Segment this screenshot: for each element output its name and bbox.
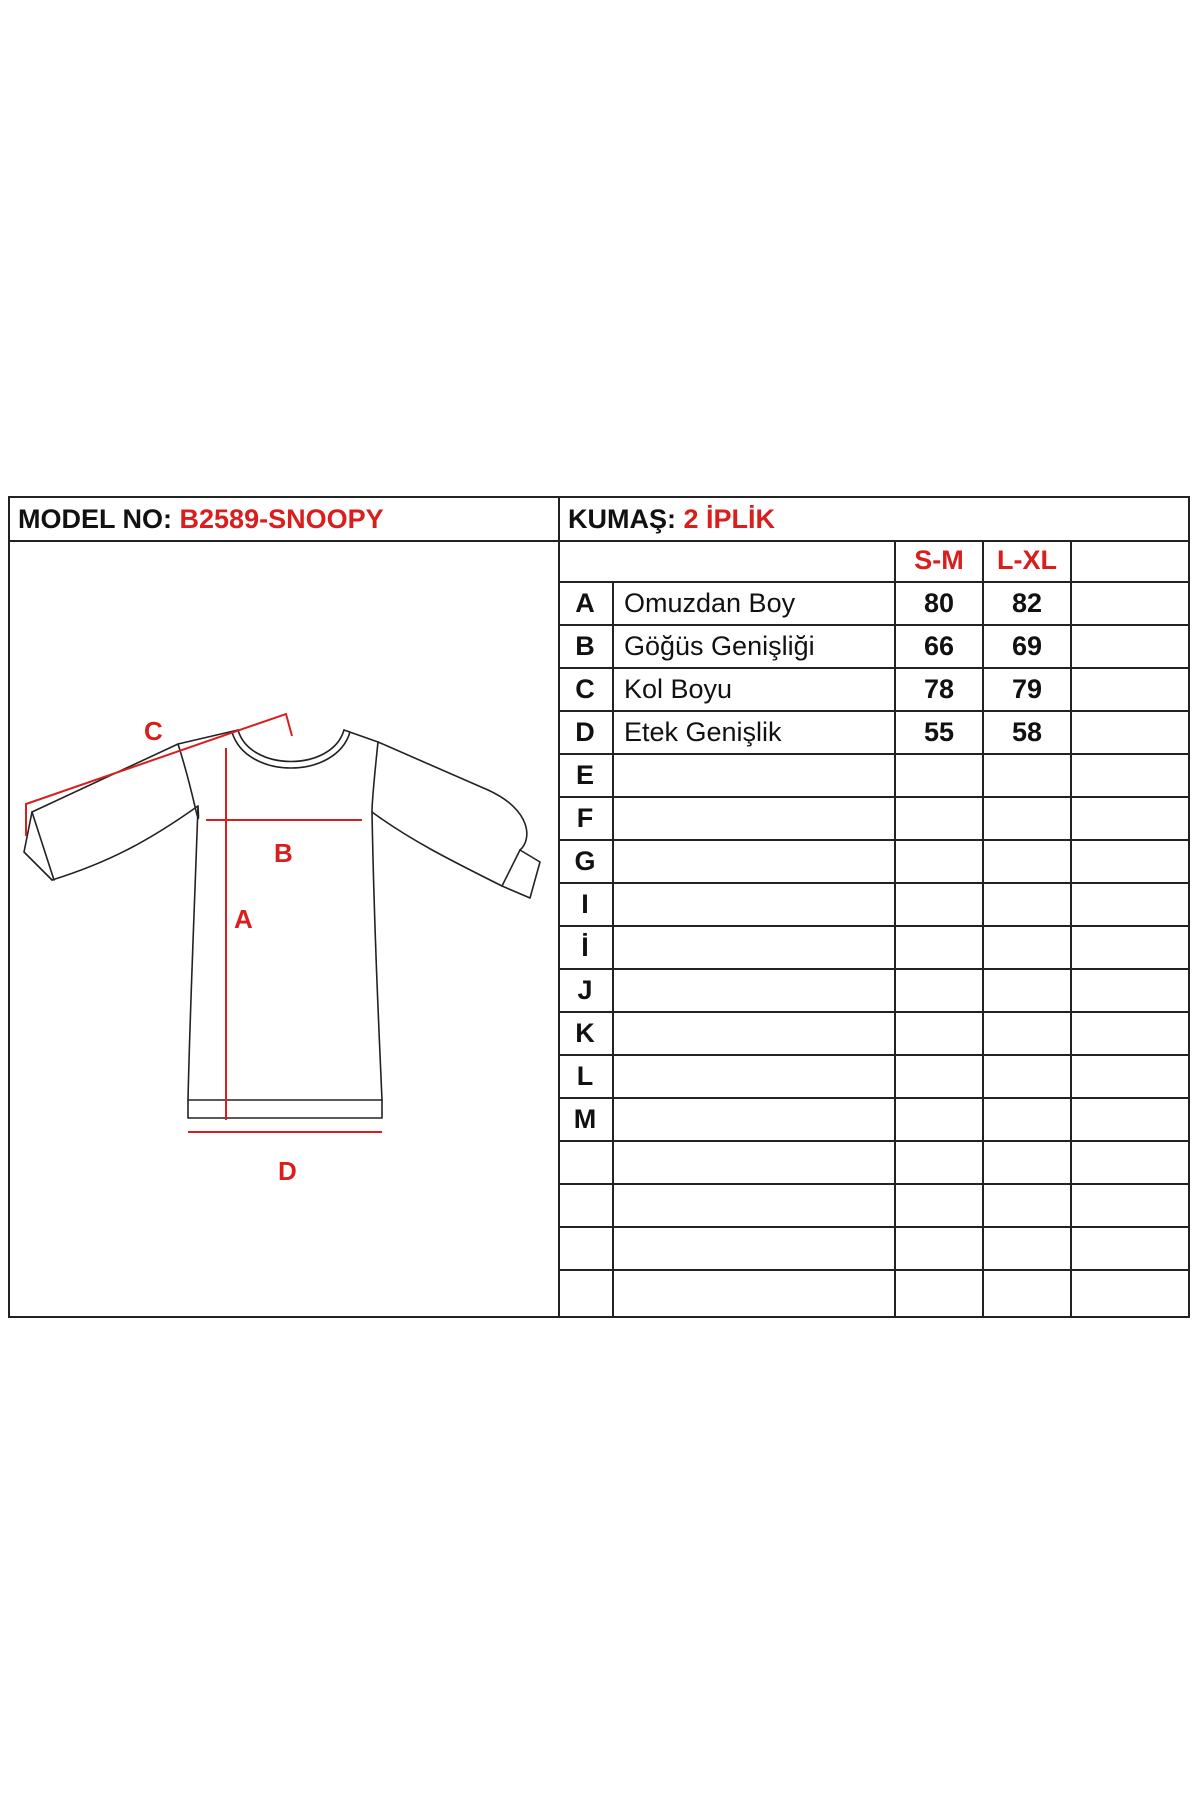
left-cuff	[24, 812, 52, 880]
table-col-divider-3	[982, 540, 984, 1316]
model-label: MODEL NO:	[18, 504, 172, 534]
hem-band	[188, 1100, 382, 1118]
row-label	[614, 1185, 894, 1226]
label-c: C	[144, 716, 163, 746]
table-row	[558, 1142, 1188, 1185]
row-value-sm	[896, 755, 982, 796]
row-value-sm	[896, 1185, 982, 1226]
row-label	[614, 1271, 894, 1312]
table-row	[558, 841, 1188, 884]
table-row	[558, 798, 1188, 841]
row-value-lxl	[984, 1228, 1070, 1269]
row-value-sm	[896, 927, 982, 968]
row-label: Kol Boyu	[624, 674, 733, 704]
row-value-sm	[896, 1013, 982, 1054]
row-value-lxl	[984, 1013, 1070, 1054]
row-value-sm: 55	[923, 717, 955, 747]
right-sleeve-bottom	[372, 812, 502, 886]
row-value-lxl	[984, 755, 1070, 796]
measurement-lines	[26, 714, 382, 1132]
table-col-divider-1	[612, 583, 614, 1316]
row-label	[614, 841, 894, 882]
row-label	[614, 1142, 894, 1183]
row-value-lxl	[984, 1185, 1070, 1226]
row-letter: G	[574, 846, 596, 876]
row-value-sm	[896, 1228, 982, 1269]
row-letter: F	[576, 803, 594, 833]
measurement-table	[558, 540, 1188, 1316]
garment-diagram	[10, 540, 558, 1318]
table-row	[558, 626, 1188, 669]
row-letter: B	[575, 631, 595, 661]
table-row	[558, 712, 1188, 755]
row-letter: L	[576, 1061, 594, 1091]
table-row	[558, 669, 1188, 712]
row-value-lxl	[984, 884, 1070, 925]
table-col-divider-4	[1070, 540, 1072, 1316]
fabric-value: 2 İPLİK	[683, 504, 776, 534]
label-d: D	[278, 1156, 297, 1186]
size-chart-sheet	[8, 496, 1190, 1318]
model-header	[10, 498, 558, 540]
row-label	[614, 927, 894, 968]
row-letter	[558, 1271, 612, 1312]
row-value-sm: 78	[923, 674, 955, 704]
row-letter: K	[575, 1018, 595, 1048]
row-value-sm	[896, 1099, 982, 1140]
row-letter: A	[575, 588, 595, 618]
row-value-sm	[896, 1271, 982, 1312]
row-value-lxl: 69	[1011, 631, 1043, 661]
row-letter: E	[575, 760, 594, 790]
row-label	[614, 970, 894, 1011]
fabric-label: KUMAŞ:	[568, 504, 676, 534]
table-row	[558, 1185, 1188, 1228]
row-value-sm	[896, 970, 982, 1011]
row-value-lxl	[984, 927, 1070, 968]
row-label	[614, 798, 894, 839]
label-b: B	[274, 838, 293, 868]
left-cuff-seam	[32, 812, 54, 880]
table-row	[558, 1271, 1188, 1314]
column-header-lxl: L-XL	[997, 545, 1057, 575]
row-label	[614, 1013, 894, 1054]
row-value-sm: 80	[923, 588, 955, 618]
table-row	[558, 927, 1188, 970]
row-value-lxl	[984, 841, 1070, 882]
row-label	[614, 755, 894, 796]
table-row	[558, 583, 1188, 626]
row-value-lxl	[984, 1099, 1070, 1140]
row-letter	[558, 1142, 612, 1183]
row-value-lxl: 82	[1011, 588, 1043, 618]
row-value-lxl	[984, 1271, 1070, 1312]
table-row	[558, 1056, 1188, 1099]
row-value-lxl: 58	[1011, 717, 1043, 747]
column-header-sm: S-M	[914, 545, 964, 575]
table-header-row	[558, 540, 1188, 583]
left-sleeve-bottom	[52, 806, 198, 880]
row-letter	[558, 1228, 612, 1269]
label-a: A	[234, 904, 253, 934]
row-value-sm	[896, 1142, 982, 1183]
row-letter: J	[577, 975, 593, 1005]
row-letter: M	[573, 1104, 597, 1134]
row-label: Etek Genişlik	[624, 717, 782, 747]
row-letter: D	[575, 717, 595, 747]
row-value-sm	[896, 841, 982, 882]
right-body-side	[372, 742, 382, 1100]
row-value-sm	[896, 1056, 982, 1097]
row-value-lxl	[984, 970, 1070, 1011]
fabric-header	[560, 498, 775, 540]
right-shoulder-sleeve-top	[344, 730, 527, 850]
table-col-divider-2	[894, 540, 896, 1316]
sweatshirt-outline	[24, 730, 540, 1118]
row-label	[614, 884, 894, 925]
table-row	[558, 755, 1188, 798]
table-row	[558, 1228, 1188, 1271]
row-label	[614, 1228, 894, 1269]
row-value-lxl	[984, 1056, 1070, 1097]
row-value-lxl	[984, 798, 1070, 839]
row-value-lxl: 79	[1011, 674, 1043, 704]
row-letter: İ	[581, 932, 589, 962]
right-cuff-seam	[502, 850, 520, 886]
row-label	[614, 1056, 894, 1097]
table-row	[558, 970, 1188, 1013]
row-label: Omuzdan Boy	[624, 588, 796, 618]
table-row	[558, 884, 1188, 927]
sweatshirt-drawing	[10, 540, 558, 1318]
left-body-side	[178, 744, 198, 1100]
table-row	[558, 1013, 1188, 1056]
table-row	[558, 1099, 1188, 1142]
row-label: Göğüs Genişliği	[624, 631, 815, 661]
row-letter	[558, 1185, 612, 1226]
row-value-sm	[896, 884, 982, 925]
row-letter: C	[575, 674, 595, 704]
row-value-sm	[896, 798, 982, 839]
row-value-lxl	[984, 1142, 1070, 1183]
row-value-sm: 66	[923, 631, 955, 661]
row-label	[614, 1099, 894, 1140]
model-value: B2589-SNOOPY	[179, 504, 384, 534]
row-letter: I	[581, 889, 589, 919]
neckline-rib	[232, 732, 350, 768]
